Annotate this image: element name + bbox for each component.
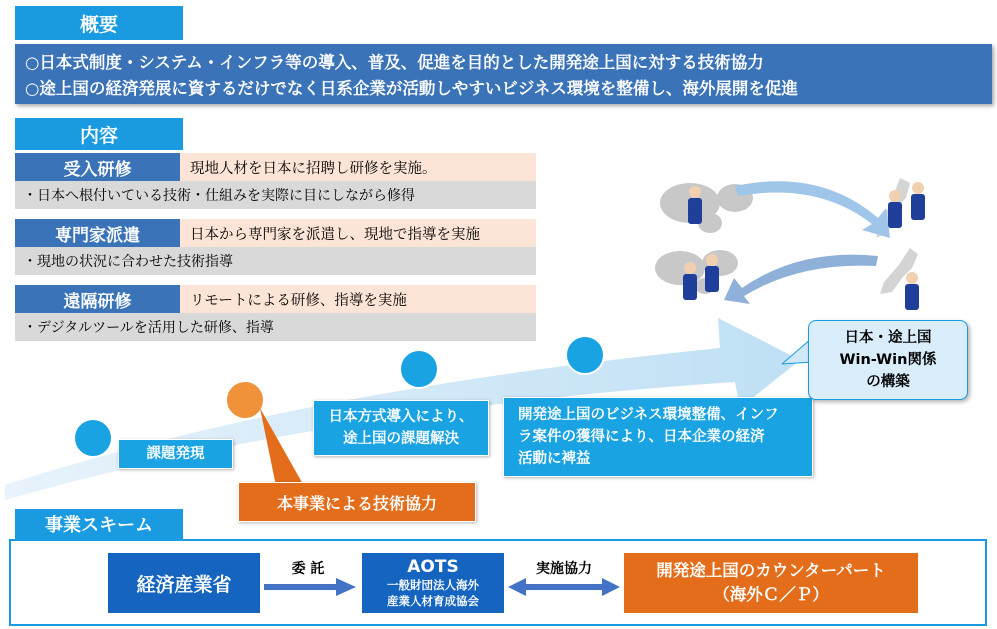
goal-line-2: Win-Win関係 (839, 352, 937, 368)
step-dot-3 (399, 349, 439, 389)
aots-title: AOTS (407, 557, 459, 577)
goal-line-3: の構築 (866, 374, 910, 390)
arrow-to-abroad-icon (724, 255, 878, 304)
item-desc-training: 現地人材を日本に招聘し研修を実施。 (180, 153, 536, 181)
item-desc-remote: リモートによる研修、指導を実施 (180, 285, 536, 313)
step4-line-3: 活動に裨益 (518, 451, 591, 467)
overview-line-2: ○途上国の経済発展に資するだけでなく日系企業が活動しやすいビジネス環境を整備し、海外展開を促進 (25, 79, 798, 98)
step-dot-1 (73, 418, 113, 458)
aots-sub-2: 産業人材育成協会 (387, 594, 479, 608)
content-heading: 内容 (15, 118, 183, 150)
world-map-icon (655, 183, 753, 294)
step4-line-1: 開発途上国のビジネス環境整備、インフ (518, 407, 779, 423)
counterpart-line-1: 開発途上国のカウンターパート (656, 561, 886, 580)
step-label-business-benefit (503, 397, 813, 477)
item-label-remote: 遠隔研修 (15, 285, 180, 313)
commission-arrow-icon (264, 578, 356, 596)
meti-box (108, 553, 260, 613)
step4-line-2: ラ案件の獲得により、日本企業の経済 (518, 429, 765, 445)
arrow-to-japan-icon (735, 181, 890, 238)
item-desc-expert: 日本から専門家を派遣し、現地で指導を実施 (180, 219, 536, 247)
overview-heading: 概要 (15, 6, 183, 40)
overview-box (15, 44, 992, 104)
counterpart-box (624, 553, 918, 613)
overview-line-1: ○日本式制度・システム・インフラ等の導入、普及、促進を目的とした開発途上国に対する技術協力 (25, 53, 764, 72)
cooperation-arrow-icon (508, 578, 620, 596)
step3-line-1: 日本方式導入により、 (328, 409, 474, 425)
tech-callout-pointer (246, 400, 306, 490)
item-label-training: 受入研修 (15, 153, 180, 181)
goal-box (808, 320, 968, 400)
goal-line-1: 日本・途上国 (844, 330, 932, 346)
step-dot-4 (565, 335, 605, 375)
meti-label: 経済産業省 (136, 573, 232, 596)
step3-line-2: 途上国の課題解決 (343, 431, 459, 447)
item-detail-expert: ・現地の状況に合わせた技術指導 (15, 247, 536, 275)
step-label-issue: 課題発現 (118, 439, 233, 469)
item-label-expert: 専門家派遣 (15, 219, 180, 247)
step-label-tech-cooperation: 本事業による技術協力 (238, 482, 476, 522)
scheme-heading: 事業スキーム (15, 509, 183, 539)
exchange-illustration (650, 168, 950, 318)
cooperation-label: 実施協力 (536, 561, 592, 577)
item-detail-remote: ・デジタルツールを活用した研修、指導 (15, 313, 536, 341)
commission-label: 委 託 (291, 561, 325, 577)
aots-sub-1: 一般財団法人海外 (387, 578, 479, 592)
step-label-problem-solving (313, 400, 489, 456)
item-detail-training: ・日本へ根付いている技術・仕組みを実際に目にしながら修得 (15, 181, 536, 209)
aots-box (362, 553, 504, 613)
counterpart-line-2: （海外Ｃ／Ｐ） (713, 585, 829, 604)
